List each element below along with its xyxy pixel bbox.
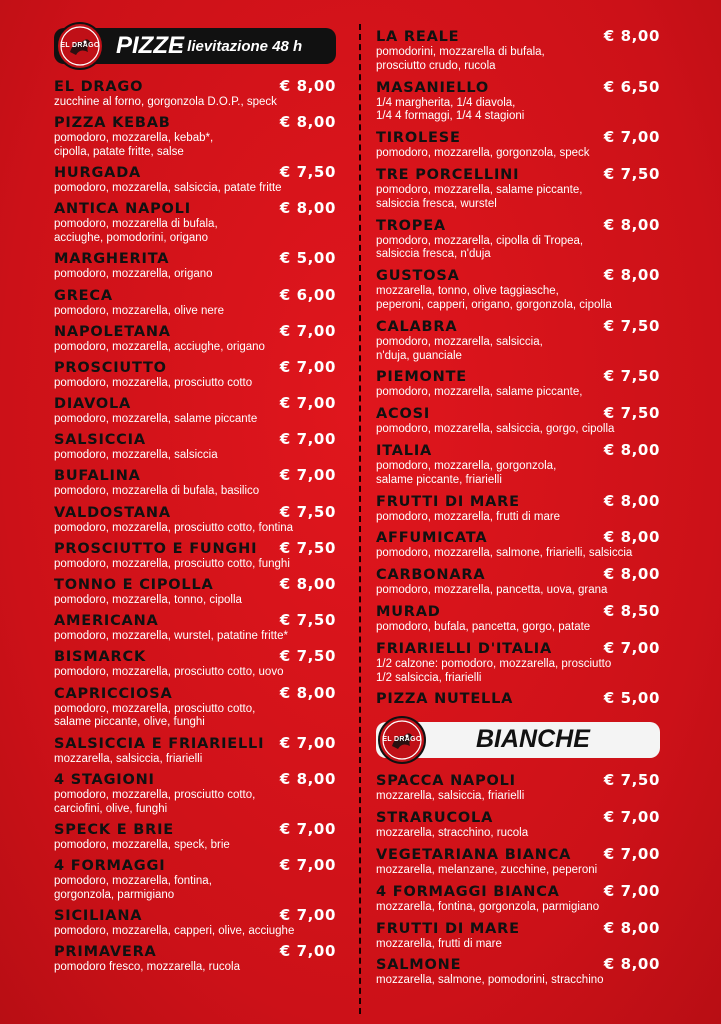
item-name: MASANIELLO <box>376 79 490 96</box>
item-description: pomodoro, mozzarella, salsiccia, patate fritte <box>54 182 282 195</box>
item-description: mozzarella, tonno, olive taggiasche, <box>376 285 559 298</box>
menu-item-row <box>376 920 660 938</box>
menu-item <box>54 287 336 319</box>
item-description: pomodoro, mozzarella, pancetta, uova, grana <box>376 584 608 597</box>
item-description: mozzarella, salmone, pomodorini, stracchino <box>376 974 604 987</box>
menu-item <box>54 114 336 160</box>
item-description: pomodoro, mozzarella, fontina, <box>54 874 212 887</box>
menu-item-row <box>54 78 336 96</box>
item-description: pomodoro, mozzarella di bufala, <box>54 218 218 231</box>
item-name: 4 FORMAGGI BIANCA <box>376 883 560 900</box>
menu-item <box>376 603 660 635</box>
menu-item <box>376 442 660 488</box>
item-price: € 7,00 <box>279 855 336 874</box>
item-description: pomodoro, mozzarella, salame piccante, <box>376 183 583 196</box>
item-name: SALMONE <box>376 957 462 974</box>
menu-item-row <box>54 467 336 485</box>
menu-item-row <box>54 943 336 961</box>
bianche-menu-list <box>376 772 660 988</box>
menu-item <box>54 943 336 975</box>
menu-item-row <box>376 883 660 901</box>
item-name: EL DRAGO <box>54 79 144 95</box>
item-price: € 8,00 <box>603 491 660 510</box>
pizze-subtitle: - lievitazione 48 h <box>178 38 303 55</box>
item-description: mozzarella, stracchino, rucola <box>376 827 529 840</box>
item-price: € 7,00 <box>279 357 336 376</box>
item-price: € 7,50 <box>603 164 660 183</box>
item-description: mozzarella, salsiccia, friarielli <box>376 790 525 803</box>
item-name: FRUTTI DI MARE <box>376 493 520 510</box>
item-price: € 7,00 <box>279 321 336 340</box>
item-price: € 7,00 <box>603 808 660 827</box>
item-price: € 8,00 <box>603 266 660 285</box>
logo-text: EL DRAGO <box>382 736 422 744</box>
menu-item <box>54 323 336 355</box>
item-name: DIAVOLA <box>54 396 132 413</box>
pizze-title: PIZZE <box>116 32 185 59</box>
item-name: SALSICCIA E FRIARIELLI <box>54 735 265 752</box>
item-description: pomodoro, mozzarella, cipolla di Tropea, <box>376 234 584 247</box>
menu-item <box>54 771 336 817</box>
menu-item-row <box>376 129 660 147</box>
item-name: TONNO E CIPOLLA <box>54 577 214 594</box>
right-column <box>376 28 660 993</box>
menu-item <box>54 250 336 282</box>
el-drago-logo <box>378 716 426 764</box>
item-name: ITALIA <box>376 442 433 459</box>
item-name: SPACCA NAPOLI <box>376 773 516 790</box>
item-price: € 5,00 <box>279 249 336 268</box>
item-name: SPECK E BRIE <box>54 821 174 838</box>
item-description: pomodorini, mozzarella di bufala, <box>376 46 545 58</box>
item-description: mozzarella, melanzane, zucchine, peperoni <box>376 863 598 876</box>
menu-item-row <box>376 405 660 423</box>
item-name: GRECA <box>54 287 113 304</box>
menu-item-row <box>376 79 660 97</box>
menu-item <box>54 200 336 246</box>
item-name: PIEMONTE <box>376 369 468 386</box>
item-price: € 7,00 <box>603 128 660 147</box>
item-price: € 7,00 <box>279 819 336 838</box>
item-name: NAPOLETANA <box>54 323 171 340</box>
item-description: pomodoro, mozzarella, prosciutto cotto, <box>54 702 256 715</box>
menu-item-row <box>54 164 336 182</box>
item-price: € 7,00 <box>279 905 336 924</box>
menu-item-row <box>54 504 336 522</box>
menu-item <box>54 857 336 903</box>
item-price: € 7,50 <box>603 316 660 335</box>
menu-item-row <box>376 772 660 790</box>
left-menu-list <box>54 78 336 975</box>
item-name: AMERICANA <box>54 613 159 630</box>
menu-item <box>54 467 336 499</box>
item-price: € 8,00 <box>279 683 336 702</box>
menu-item <box>376 566 660 598</box>
item-price: € 8,00 <box>279 769 336 788</box>
menu-item <box>54 395 336 427</box>
item-description: pomodoro, mozzarella, prosciutto cotto, uovo <box>54 666 284 679</box>
menu-item <box>54 612 336 644</box>
menu-item-row <box>54 771 336 789</box>
item-description: 1/4 margherita, 1/4 diavola, <box>376 96 516 109</box>
item-price: € 6,50 <box>603 77 660 96</box>
menu-item <box>376 405 660 437</box>
menu-item-row <box>376 267 660 285</box>
item-price: € 8,00 <box>603 440 660 459</box>
item-description: pomodoro, mozzarella, prosciutto cotto <box>54 376 253 389</box>
item-name: HURGADA <box>54 165 142 182</box>
item-name: BISMARCK <box>54 649 146 666</box>
menu-item <box>376 79 660 125</box>
menu-item <box>54 907 336 939</box>
menu-item <box>376 956 660 988</box>
item-name: LA REALE <box>376 29 460 45</box>
item-price: € 8,00 <box>603 918 660 937</box>
item-price: € 7,00 <box>603 638 660 657</box>
item-price: € 7,50 <box>279 502 336 521</box>
menu-item-row <box>54 200 336 218</box>
menu-item <box>54 735 336 767</box>
item-description: pomodoro, mozzarella, prosciutto cotto, <box>54 788 256 801</box>
item-name: VALDOSTANA <box>54 504 171 521</box>
menu-item-row <box>376 166 660 184</box>
item-description: pomodoro, mozzarella, wurstel, patatine fritte* <box>54 630 288 643</box>
menu-item <box>376 493 660 525</box>
menu-item <box>54 164 336 196</box>
menu-item-row <box>54 250 336 268</box>
menu-item-row <box>376 217 660 235</box>
bianche-banner <box>376 722 660 758</box>
item-price: € 7,00 <box>279 430 336 449</box>
item-description: pomodoro, bufala, pancetta, gorgo, patate <box>376 620 591 633</box>
item-name: PRIMAVERA <box>54 944 157 961</box>
item-price: € 7,50 <box>279 647 336 666</box>
item-description: 1/2 salsiccia, friarielli <box>376 671 482 684</box>
menu-item-row <box>376 566 660 584</box>
item-description: pomodoro, mozzarella, salame piccante, <box>376 386 583 399</box>
item-description: pomodoro, mozzarella, salsiccia <box>54 449 218 462</box>
pizze-banner <box>54 28 336 64</box>
item-price: € 8,00 <box>279 575 336 594</box>
item-name: PROSCIUTTO E FUNGHI <box>54 540 258 557</box>
item-name: PIZZA KEBAB <box>54 115 171 132</box>
item-name: CARBONARA <box>376 567 486 584</box>
menu-item-row <box>54 431 336 449</box>
item-name: TRE PORCELLINI <box>376 166 520 183</box>
item-description: pomodoro, mozzarella, salsiccia, <box>376 335 543 348</box>
item-price: € 7,50 <box>279 538 336 557</box>
item-price: € 7,00 <box>279 394 336 413</box>
menu-item-row <box>54 857 336 875</box>
bianche-section <box>376 722 660 988</box>
item-description: pomodoro, mozzarella, salmone, friarielli, salsiccia <box>376 547 633 560</box>
item-name: TIROLESE <box>376 130 461 147</box>
item-description: salsiccia fresca, wurstel <box>376 197 497 210</box>
item-name: ANTICA NAPOLI <box>54 201 191 218</box>
item-price: € 8,50 <box>603 601 660 620</box>
el-drago-logo <box>56 22 104 70</box>
item-price: € 8,00 <box>603 27 660 45</box>
item-name: PROSCIUTTO <box>54 359 167 376</box>
item-price: € 7,50 <box>603 367 660 386</box>
menu-item <box>376 217 660 263</box>
item-price: € 8,00 <box>603 528 660 547</box>
item-description: salame piccante, olive, funghi <box>54 716 205 729</box>
menu-item <box>376 809 660 841</box>
item-price: € 8,00 <box>279 199 336 218</box>
item-name: TROPEA <box>376 217 446 234</box>
menu-item <box>54 431 336 463</box>
item-name: CALABRA <box>376 318 458 335</box>
menu-item <box>376 640 660 686</box>
menu-item-row <box>54 907 336 925</box>
menu-item-row <box>376 603 660 621</box>
item-price: € 7,50 <box>279 163 336 182</box>
item-price: € 8,00 <box>279 77 336 95</box>
menu-item <box>54 359 336 391</box>
item-name: ACOSI <box>376 406 431 423</box>
menu-item-row <box>54 612 336 630</box>
menu-item <box>54 504 336 536</box>
item-description: zucchine al forno, gorgonzola D.O.P., speck <box>54 96 277 108</box>
menu-item-row <box>376 956 660 974</box>
item-description: mozzarella, fontina, gorgonzola, parmigiano <box>376 900 600 913</box>
item-description: acciughe, pomodorini, origano <box>54 232 209 245</box>
right-menu-list <box>376 28 660 708</box>
menu-item <box>54 648 336 680</box>
menu-item <box>376 166 660 212</box>
menu-item-row <box>376 368 660 386</box>
item-description: gorgonzola, parmigiano <box>54 888 175 901</box>
menu-item-row <box>376 493 660 511</box>
item-name: MURAD <box>376 603 441 620</box>
menu-item <box>376 318 660 364</box>
item-name: CAPRICCIOSA <box>54 685 173 702</box>
item-name: GUSTOSA <box>376 268 460 285</box>
item-name: 4 STAGIONI <box>54 771 155 788</box>
menu-item <box>376 368 660 400</box>
menu-item-row <box>54 359 336 377</box>
menu-item <box>376 690 660 708</box>
item-price: € 7,00 <box>603 844 660 863</box>
menu-item <box>376 529 660 561</box>
menu-item <box>54 540 336 572</box>
menu-item <box>54 78 336 110</box>
menu-item-row <box>54 540 336 558</box>
menu-item <box>54 821 336 853</box>
menu-item-row <box>54 114 336 132</box>
item-description: pomodoro, mozzarella, acciughe, origano <box>54 340 265 353</box>
menu-item <box>376 883 660 915</box>
item-price: € 8,00 <box>279 113 336 132</box>
menu-item-row <box>376 442 660 460</box>
logo-text: EL DRAGO <box>60 42 100 49</box>
bianche-title: BIANCHE <box>476 725 590 754</box>
menu-item-row <box>376 529 660 547</box>
item-description: peperoni, capperi, origano, gorgonzola, cipolla <box>376 298 612 311</box>
item-description: mozzarella, frutti di mare <box>376 937 502 950</box>
item-price: € 8,00 <box>603 215 660 234</box>
menu-item <box>54 576 336 608</box>
item-name: SALSICCIA <box>54 432 146 449</box>
menu-item <box>54 685 336 731</box>
item-name: SICILIANA <box>54 907 143 924</box>
item-description: pomodoro, mozzarella, salame piccante <box>54 413 258 426</box>
menu-item <box>376 846 660 878</box>
menu-item-row <box>376 846 660 864</box>
item-price: € 6,00 <box>279 285 336 304</box>
menu-item-row <box>54 287 336 305</box>
item-price: € 5,00 <box>603 689 660 708</box>
menu-item-row <box>376 640 660 658</box>
menu-item <box>376 28 660 74</box>
left-column <box>54 28 336 979</box>
menu-item-row <box>54 323 336 341</box>
item-description: pomodoro, mozzarella, gorgonzola, <box>376 459 557 472</box>
menu-item-row <box>54 685 336 703</box>
item-description: pomodoro, mozzarella, capperi, olive, acciughe <box>54 924 295 937</box>
item-description: pomodoro, mozzarella, prosciutto cotto, fontina <box>54 521 294 534</box>
menu-item-row <box>54 395 336 413</box>
item-price: € 7,50 <box>279 611 336 630</box>
item-name: FRIARIELLI D'ITALIA <box>376 640 552 657</box>
item-description: pomodoro, mozzarella, frutti di mare <box>376 510 561 523</box>
item-description: pomodoro, mozzarella, tonno, cipolla <box>54 594 242 607</box>
item-description: salsiccia fresca, n'duja <box>376 248 491 261</box>
item-name: AFFUMICATA <box>376 530 488 547</box>
item-description: 1/2 calzone: pomodoro, mozzarella, prosciutto <box>376 657 612 670</box>
item-description: pomodoro, mozzarella, prosciutto cotto, funghi <box>54 557 290 570</box>
menu-item-row <box>54 648 336 666</box>
item-name: VEGETARIANA BIANCA <box>376 846 572 863</box>
item-description: pomodoro, mozzarella, speck, brie <box>54 838 230 851</box>
item-price: € 7,00 <box>603 881 660 900</box>
item-description: pomodoro fresco, mozzarella, rucola <box>54 961 240 974</box>
item-name: PIZZA NUTELLA <box>376 691 514 708</box>
item-name: FRUTTI DI MARE <box>376 920 520 937</box>
item-price: € 7,50 <box>603 771 660 790</box>
menu-item-row <box>376 28 660 46</box>
item-price: € 7,00 <box>279 466 336 485</box>
item-name: MARGHERITA <box>54 251 170 268</box>
item-description: pomodoro, mozzarella, gorgonzola, speck <box>376 147 590 160</box>
menu-item-row <box>376 690 660 708</box>
menu-item-row <box>376 809 660 827</box>
item-name: STRARUCOLA <box>376 810 494 827</box>
item-price: € 7,00 <box>279 733 336 752</box>
item-description: pomodoro, mozzarella, salsiccia, gorgo, cipolla <box>376 423 615 436</box>
menu-item-row <box>54 576 336 594</box>
item-price: € 7,50 <box>603 404 660 423</box>
item-description: cipolla, patate fritte, salse <box>54 145 184 158</box>
item-description: pomodoro, mozzarella, olive nere <box>54 304 225 317</box>
item-description: pomodoro, mozzarella, kebab*, <box>54 132 214 145</box>
item-price: € 7,00 <box>279 942 336 961</box>
menu-item <box>376 267 660 313</box>
item-description: pomodoro, mozzarella, origano <box>54 268 213 281</box>
item-description: 1/4 4 formaggi, 1/4 4 stagioni <box>376 110 525 123</box>
item-price: € 8,00 <box>603 565 660 584</box>
menu-item <box>376 129 660 161</box>
menu-item-row <box>376 318 660 336</box>
column-divider <box>359 24 361 1014</box>
item-description: prosciutto crudo, rucola <box>376 59 496 72</box>
item-description: pomodoro, mozzarella di bufala, basilico <box>54 485 260 498</box>
item-name: BUFALINA <box>54 468 141 485</box>
item-description: salame piccante, friarielli <box>376 473 502 486</box>
item-price: € 8,00 <box>603 955 660 974</box>
menu-item-row <box>54 821 336 839</box>
item-description: carciofini, olive, funghi <box>54 802 168 815</box>
item-description: mozzarella, salsiccia, friarielli <box>54 752 203 765</box>
menu-item <box>376 920 660 952</box>
menu-item <box>376 772 660 804</box>
item-description: n'duja, guanciale <box>376 349 462 362</box>
menu-item-row <box>54 735 336 753</box>
item-name: 4 FORMAGGI <box>54 857 166 874</box>
